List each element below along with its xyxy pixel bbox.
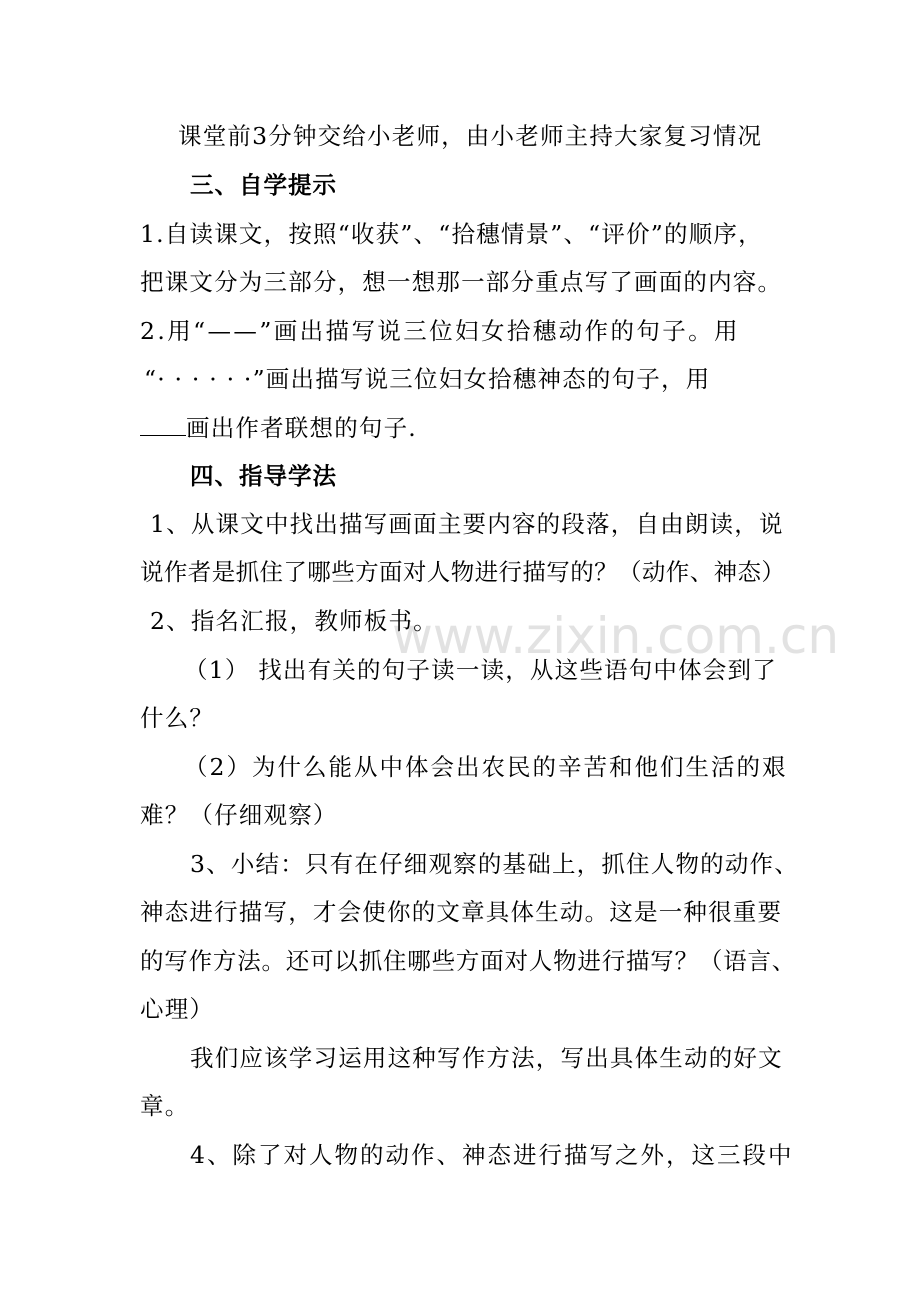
- text-line-21: 章。: [140, 1092, 190, 1120]
- heading-study-guidance: 四、指导学法: [190, 462, 337, 490]
- text-line-4: 把课文分为三部分，想一想那一部分重点写了画面的内容。: [140, 268, 783, 296]
- text-line-11: 2、指名汇报，教师板书。: [150, 607, 438, 635]
- watermark: www.zixin.com.cn: [392, 607, 840, 665]
- text-line-20: 我们应该学习运用这种写作方法，写出具体生动的好文: [190, 1044, 783, 1072]
- text-line-5: 2.用“——”画出描写说三位妇女拾穗动作的句子。用: [140, 317, 740, 345]
- underline-blank: [140, 413, 186, 436]
- text-line-15: 难？（仔细观察）: [140, 801, 338, 829]
- text-line-10: 说作者是抓住了哪些方面对人物进行描写的？（动作、神态）: [140, 558, 786, 586]
- text-line-19: 心理）: [140, 995, 215, 1023]
- text-line-7-text: 画出作者联想的句子.: [186, 414, 417, 442]
- text-line-9: 1、从课文中找出描写画面主要内容的段落，自由朗读，说: [150, 510, 784, 538]
- text-line-3: 1.自读课文，按照“收获”、“拾穗情景”、“评价”的顺序，: [140, 220, 763, 248]
- text-line-12: （1） 找出有关的句子读一读，从这些语句中体会到了: [184, 656, 777, 684]
- text-line-16: 3、小结：只有在仔细观察的基础上，抓住人物的动作、: [190, 850, 799, 878]
- text-line-18: 的写作方法。还可以抓住哪些方面对人物进行描写？（语言、: [140, 947, 797, 975]
- text-line-13: 什么？: [140, 704, 215, 732]
- text-line-1: 课堂前3分钟交给小老师，由小老师主持大家复习情况: [178, 122, 763, 150]
- text-line-22: 4、除了对人物的动作、神态进行描写之外，这三段中: [190, 1141, 794, 1169]
- text-line-14: （2）为什么能从中体会出农民的辛苦和他们生活的艰: [184, 753, 788, 781]
- text-line-7: [140, 413, 417, 443]
- text-line-17: 神态进行描写，才会使你的文章具体生动。这是一种很重要: [140, 898, 783, 926]
- text-line-6: “· · · · · ·”画出描写说三位妇女拾穗神态的句子，用: [144, 365, 711, 393]
- heading-self-study-tips: 三、自学提示: [190, 171, 337, 199]
